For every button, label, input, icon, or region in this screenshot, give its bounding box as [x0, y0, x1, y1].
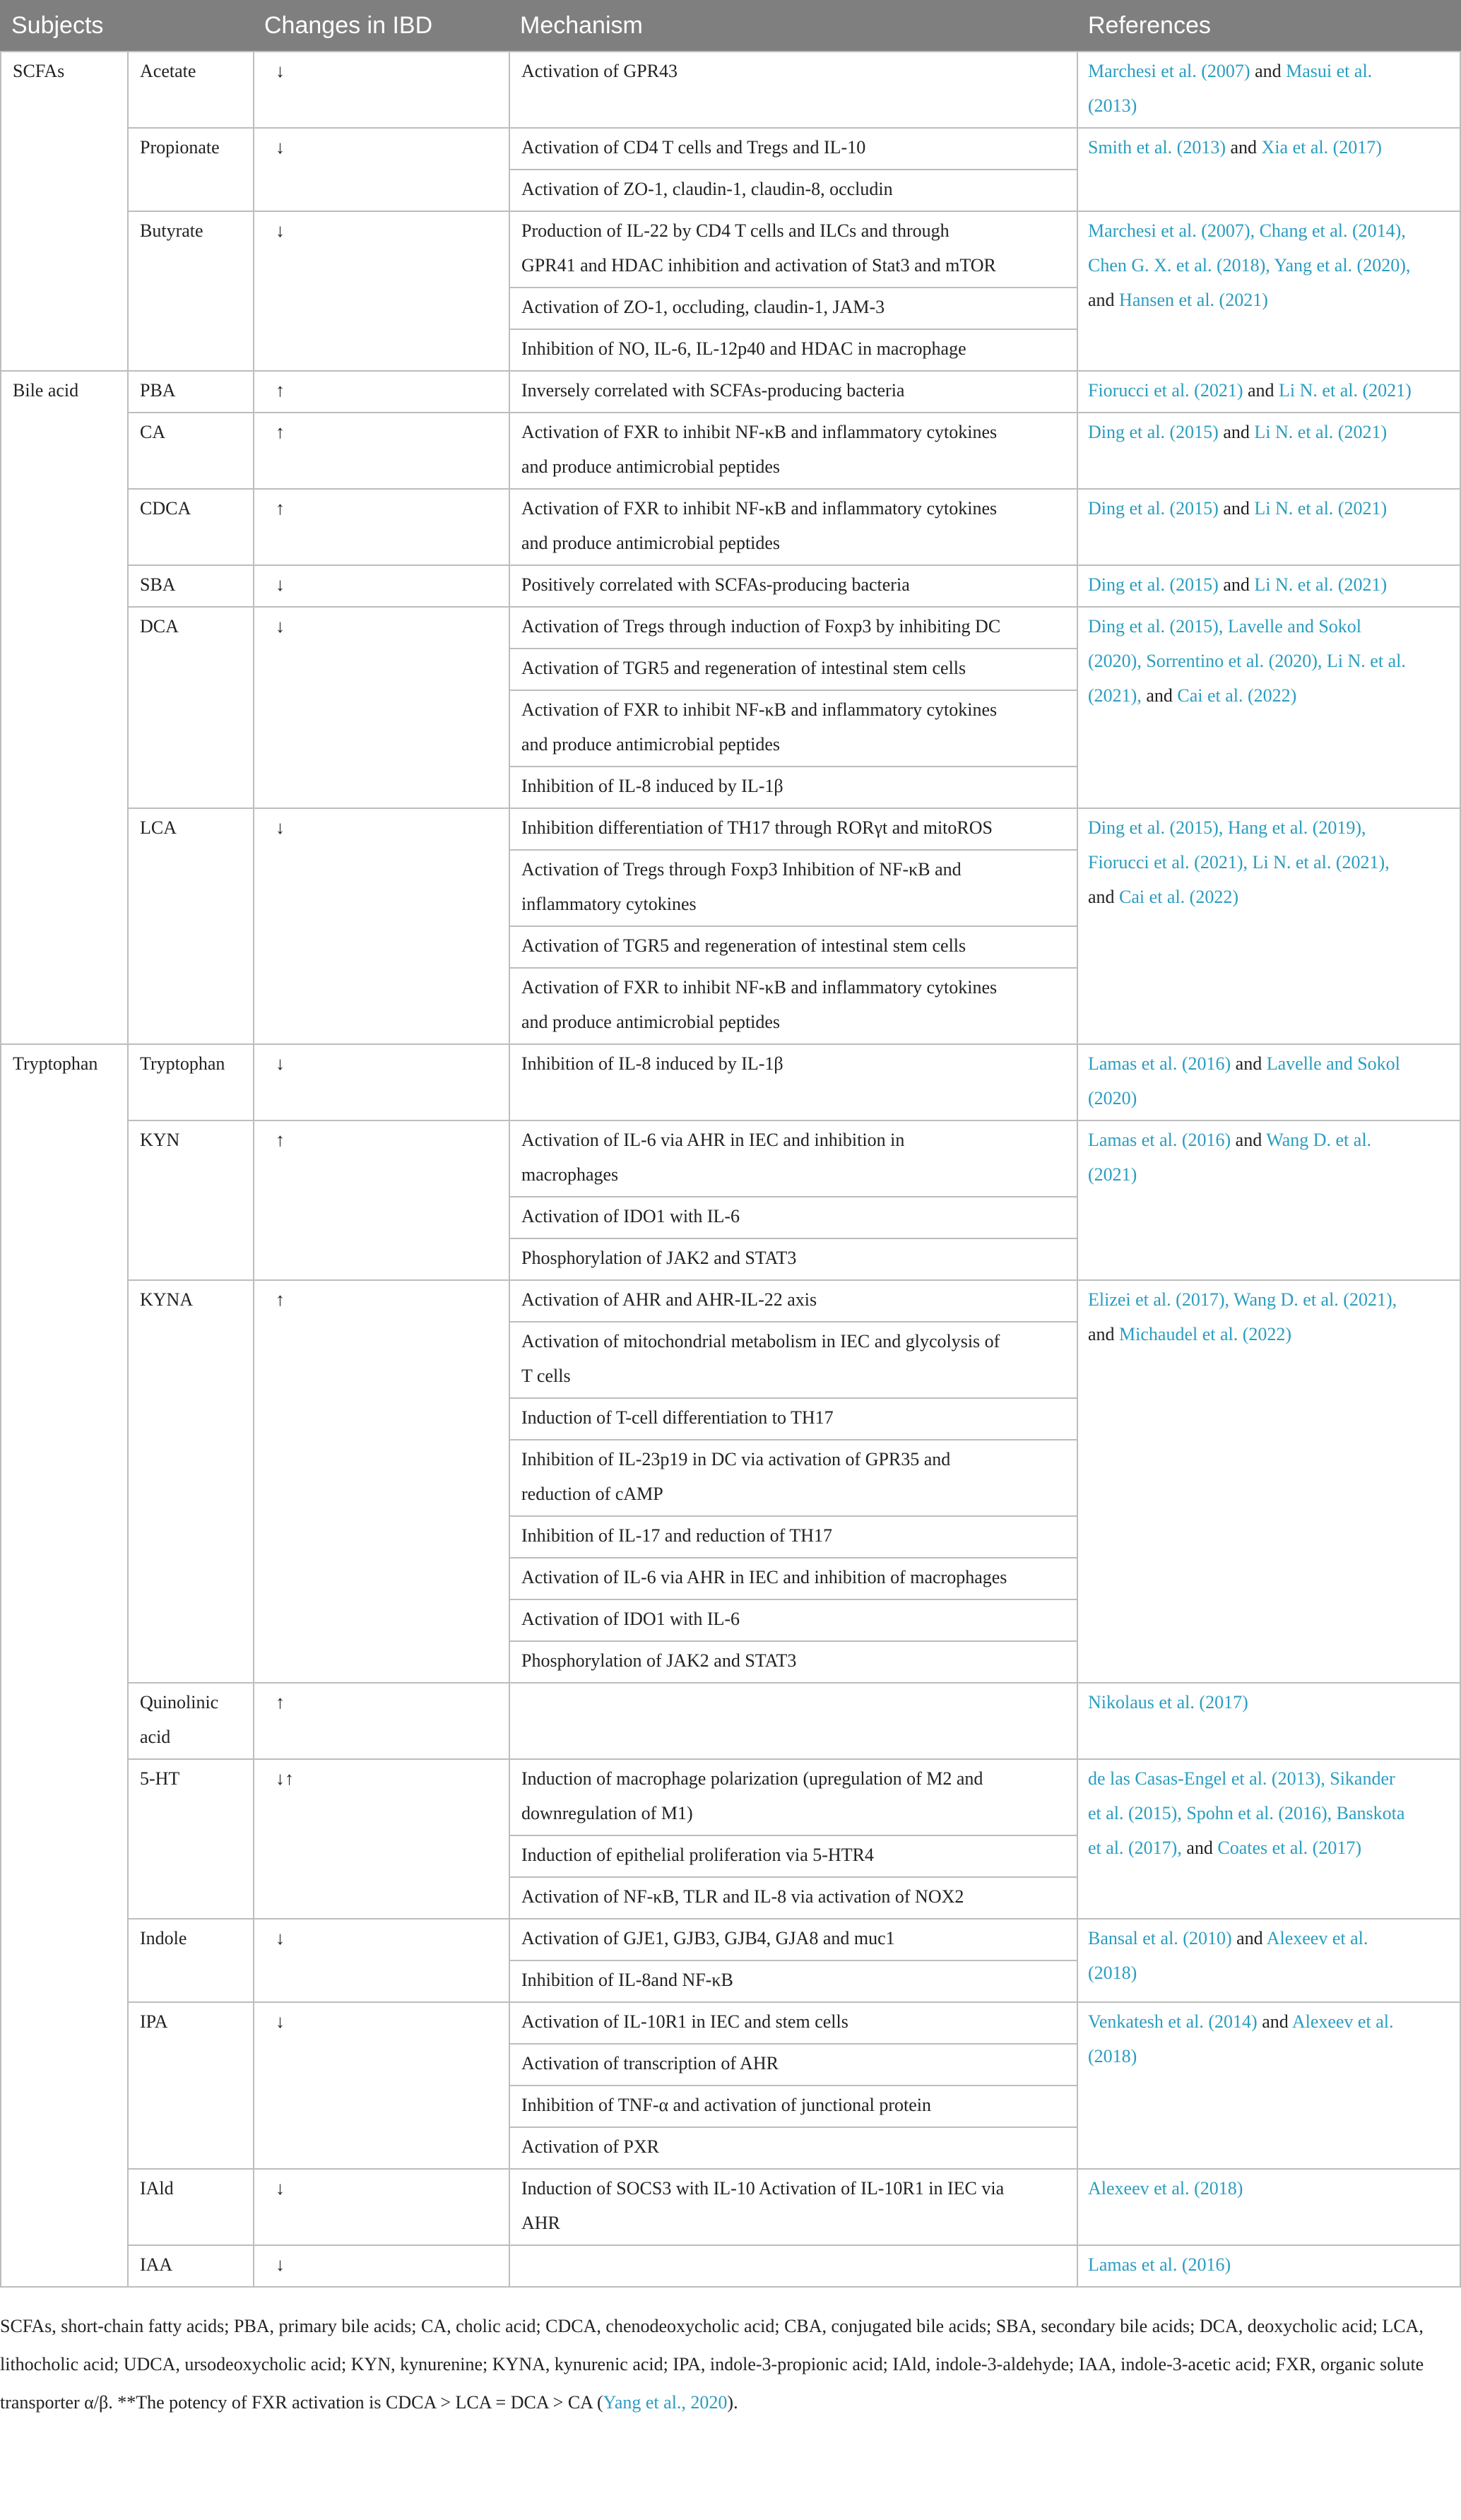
mechanism-line: Inhibition of IL-8 induced by IL-1β [521, 1053, 783, 1074]
reference-link[interactable]: Lamas et al. (2016) [1088, 2254, 1231, 2275]
row-divider [127, 1120, 1461, 1121]
reference-line [1088, 248, 1410, 283]
subject-cell: IAA [140, 2254, 173, 2275]
reference-line [1088, 130, 1382, 165]
mechanism-line: Activation of mitochondrial metabolism in IEC and glycolysis of [521, 1331, 1000, 1351]
mechanism-line: Inhibition differentiation of TH17 through RORγt and mitoROS [521, 817, 993, 838]
mechanism-line: Positively correlated with SCFAs-producing bacteria [521, 574, 910, 595]
reference-line [1088, 1830, 1361, 1865]
change-indicator: ↓ [276, 1053, 285, 1074]
row-divider [127, 2244, 1461, 2246]
reference-link[interactable]: Alexeev et al. [1266, 1928, 1368, 1948]
group-label: Tryptophan [13, 1053, 98, 1074]
mechanism-line: GPR41 and HDAC inhibition and activation of Stat3 and mTOR [521, 255, 996, 276]
mechanism-line: inflammatory cytokines [521, 894, 697, 914]
mechanism-line: Inhibition of TNF-α and activation of junctional protein [521, 2095, 931, 2115]
reference-link[interactable]: Alexeev et al. [1291, 2011, 1394, 2032]
reference-text: and [1218, 574, 1255, 595]
reference-text: and [1231, 1928, 1267, 1948]
row-divider [509, 1876, 1077, 1878]
row-divider [509, 329, 1077, 330]
change-indicator: ↓ [276, 2011, 285, 2032]
mechanism-line: and produce antimicrobial peptides [521, 734, 781, 755]
subject-cell: KYN [140, 1130, 180, 1150]
reference-line [1088, 415, 1387, 449]
reference-link[interactable]: Li N. et al. (2021) [1254, 574, 1388, 595]
subject-cell: DCA [140, 616, 179, 637]
reference-line [1088, 1081, 1137, 1116]
row-divider [509, 1557, 1077, 1558]
footnote-text: SCFAs, short-chain fatty acids; PBA, primary bile acids; CA, cholic acid; CDCA, chenodeoxycholic acid; CBA, conjugated bile acids; SBA, secondary bile acids; DCA, deoxycholic acid; LCA, [0, 2316, 1424, 2336]
row-divider [509, 2043, 1077, 2045]
mechanism-line: Induction of SOCS3 with IL-10 Activation of IL-10R1 in IEC via [521, 2178, 1005, 2199]
subject-cell: CA [140, 422, 166, 442]
reference-text: and [1231, 1053, 1267, 1074]
footnote-line [0, 2307, 1461, 2346]
reference-link[interactable]: Nikolaus et al. (2017) [1088, 1692, 1248, 1712]
column-divider [253, 51, 254, 2286]
reference-line [1088, 1123, 1371, 1157]
mechanism-line: Activation of NF-κB, TLR and IL-8 via activation of NOX2 [521, 1886, 964, 1907]
reference-line [1088, 2247, 1231, 2282]
reference-line [1088, 678, 1296, 713]
reference-link[interactable]: (2021), [1088, 685, 1142, 706]
row-divider [509, 1196, 1077, 1197]
reference-text: and [1088, 887, 1120, 907]
reference-link[interactable]: (2020), Sorrentino et al. (2020), Li N. et al. [1088, 651, 1406, 671]
reference-line [1088, 2004, 1393, 2039]
footnote-text: transporter α/β. **The potency of FXR activation is CDCA > LCA = DCA > CA ( [0, 2392, 603, 2413]
reference-link[interactable]: Smith et al. (2013) [1088, 137, 1226, 158]
change-indicator: ↓ [276, 616, 285, 637]
row-divider [509, 1238, 1077, 1239]
row-divider [509, 169, 1077, 170]
mechanism-line: downregulation of M1) [521, 1803, 693, 1823]
reference-line [1088, 1921, 1368, 1956]
change-indicator: ↑ [276, 1289, 285, 1310]
group-label: SCFAs [13, 61, 65, 81]
reference-link[interactable]: de las Casas-Engel et al. (2013), Sikander [1088, 1768, 1395, 1789]
reference-text: and [1088, 290, 1120, 310]
row-divider [127, 127, 1461, 129]
mechanism-line: Activation of IL-6 via AHR in IEC and inhibition of macrophages [521, 1567, 1007, 1587]
reference-link[interactable]: Wang D. et al. [1266, 1130, 1372, 1150]
change-indicator: ↑ [276, 498, 285, 519]
footnote-line [0, 2384, 1461, 2422]
row-divider [127, 2001, 1461, 2003]
mechanism-line: Activation of FXR to inhibit NF-κB and inflammatory cytokines [521, 422, 998, 442]
mechanism-line: Induction of epithelial proliferation via 5-HTR4 [521, 1845, 874, 1865]
mechanism-line: Activation of GPR43 [521, 61, 678, 81]
subject-cell: LCA [140, 817, 177, 838]
reference-line [1088, 1157, 1137, 1192]
reference-link[interactable]: Marchesi et al. (2007) [1088, 61, 1250, 81]
subject-cell: IPA [140, 2011, 168, 2032]
reference-link[interactable]: Venkatesh et al. (2014) [1088, 2011, 1258, 2032]
reference-link[interactable]: (2013) [1088, 95, 1137, 116]
subject-cell: Tryptophan [140, 1053, 225, 1074]
mechanism-line: Inhibition of IL-8 induced by IL-1β [521, 776, 783, 796]
reference-link[interactable]: Cai et al. (2022) [1119, 887, 1238, 907]
change-indicator: ↓ [276, 220, 285, 241]
row-divider [0, 2286, 1461, 2288]
reference-link[interactable]: Lamas et al. (2016) [1088, 1053, 1231, 1074]
reference-line [1088, 373, 1412, 408]
reference-link[interactable]: Alexeev et al. (2018) [1088, 2178, 1243, 2199]
subject-cell: Propionate [140, 137, 220, 158]
row-divider [509, 849, 1077, 851]
reference-link[interactable]: Hansen et al. (2021) [1119, 290, 1268, 310]
row-divider [127, 1758, 1461, 1760]
reference-link[interactable]: Xia et al. (2017) [1261, 137, 1382, 158]
reference-link[interactable]: Fiorucci et al. (2021) [1088, 380, 1243, 401]
reference-link[interactable]: Lavelle and Sokol [1266, 1053, 1400, 1074]
change-indicator: ↓↑ [276, 1768, 294, 1789]
reference-line [1088, 567, 1387, 602]
row-divider [509, 287, 1077, 288]
mechanism-line: Activation of GJE1, GJB3, GJB4, GJA8 and muc1 [521, 1928, 895, 1948]
reference-link[interactable]: Marchesi et al. (2007), Chang et al. (2014), [1088, 220, 1406, 241]
subject-cell: Indole [140, 1928, 187, 1948]
row-divider [127, 211, 1461, 212]
mechanism-line: and produce antimicrobial peptides [521, 1012, 781, 1032]
change-indicator: ↑ [276, 1692, 285, 1712]
mechanism-line: Activation of TGR5 and regeneration of intestinal stem cells [521, 658, 966, 678]
row-divider [509, 1599, 1077, 1600]
row-divider [127, 1918, 1461, 1919]
reference-link[interactable]: Masui et al. [1286, 61, 1373, 81]
mechanism-line: Activation of transcription of AHR [521, 2053, 779, 2074]
mechanism-line: Activation of ZO-1, claudin-1, claudin-8, occludin [521, 179, 893, 199]
reference-text: and [1231, 1130, 1267, 1150]
row-divider [127, 488, 1461, 490]
reference-line [1088, 2171, 1243, 2206]
reference-line [1088, 1685, 1248, 1720]
reference-line [1088, 88, 1137, 123]
reference-line [1088, 1317, 1291, 1351]
reference-link[interactable]: Li N. et al. (2021) [1279, 380, 1412, 401]
row-divider [127, 1279, 1461, 1281]
reference-text: and [1141, 685, 1178, 706]
header-references: References [1077, 0, 1461, 51]
mechanism-line: Inhibition of IL-8and NF-κB [521, 1970, 733, 1990]
table-footnote [0, 2307, 1461, 2422]
change-indicator: ↓ [276, 574, 285, 595]
reference-link[interactable]: Ding et al. (2015) [1088, 498, 1219, 519]
row-divider [0, 370, 1461, 372]
reference-link[interactable]: (2021) [1088, 1164, 1137, 1185]
reference-line [1088, 1761, 1395, 1796]
row-divider [127, 808, 1461, 809]
mechanism-line: Activation of FXR to inhibit NF-κB and inflammatory cytokines [521, 977, 998, 998]
reference-link[interactable]: Fiorucci et al. (2021), Li N. et al. (2021), [1088, 852, 1390, 872]
mechanism-line: Inhibition of IL-17 and reduction of TH17 [521, 1525, 832, 1546]
reference-link[interactable]: (2018) [1088, 1963, 1137, 1983]
reference-link[interactable]: Coates et al. (2017) [1217, 1838, 1361, 1858]
header-subjects: Subjects [0, 0, 253, 51]
mechanism-line: Activation of CD4 T cells and Tregs and IL-10 [521, 137, 866, 158]
reference-link[interactable]: Chen G. X. et al. (2018), Yang et al. (2020), [1088, 255, 1411, 276]
row-divider [127, 1682, 1461, 1684]
mechanism-line: Activation of TGR5 and regeneration of intestinal stem cells [521, 935, 966, 956]
column-divider [0, 51, 1, 2286]
change-indicator: ↓ [276, 1928, 285, 1948]
subject-cell: Quinolinic acid [140, 1692, 219, 1747]
row-divider [0, 51, 1461, 52]
mechanism-line: Phosphorylation of JAK2 and STAT3 [521, 1650, 797, 1671]
reference-text: and [1181, 1838, 1218, 1858]
footnote-text: ). [727, 2392, 738, 2413]
change-indicator: ↑ [276, 422, 285, 442]
mechanism-line: Production of IL-22 by CD4 T cells and ILCs and through [521, 220, 950, 241]
row-divider [509, 1321, 1077, 1323]
mechanism-line: and produce antimicrobial peptides [521, 456, 781, 477]
row-divider [127, 412, 1461, 413]
mechanism-line: and produce antimicrobial peptides [521, 533, 781, 553]
reference-link[interactable]: (2020) [1088, 1088, 1137, 1108]
group-label: Bile acid [13, 380, 79, 401]
subject-cell: SBA [140, 574, 176, 595]
mechanism-line: Activation of AHR and AHR-IL-22 axis [521, 1289, 817, 1310]
row-divider [127, 606, 1461, 608]
reference-link[interactable]: Bansal et al. (2010) [1088, 1928, 1232, 1948]
subject-cell: Butyrate [140, 220, 203, 241]
mechanism-line: Induction of T-cell differentiation to TH17 [521, 1407, 834, 1428]
reference-line [1088, 54, 1372, 88]
reference-link[interactable]: Li N. et al. (2021) [1254, 498, 1388, 519]
mechanism-line: Activation of ZO-1, occluding, claudin-1, JAM-3 [521, 297, 885, 317]
reference-text: and [1225, 137, 1262, 158]
reference-text: and [1088, 1324, 1120, 1344]
reference-line [1088, 810, 1366, 845]
column-divider [1077, 51, 1078, 2286]
mechanism-line: Activation of Tregs through induction of Foxp3 by inhibiting DC [521, 616, 1001, 637]
mechanism-line: Inhibition of NO, IL-6, IL-12p40 and HDAC in macrophage [521, 338, 966, 359]
reference-line [1088, 2039, 1137, 2074]
row-divider [509, 1640, 1077, 1642]
column-divider [509, 51, 510, 2286]
mechanism-line: Inversely correlated with SCFAs-producing bacteria [521, 380, 905, 401]
mechanism-line: Activation of FXR to inhibit NF-κB and inflammatory cytokines [521, 498, 998, 519]
row-divider [509, 2085, 1077, 2086]
reference-link[interactable]: Elizei et al. (2017), Wang D. et al. (2021), [1088, 1289, 1397, 1310]
reference-link[interactable]: Ding et al. (2015) [1088, 422, 1219, 442]
row-divider [509, 2126, 1077, 2128]
change-indicator: ↓ [276, 137, 285, 158]
row-divider [509, 766, 1077, 767]
reference-line [1088, 1282, 1397, 1317]
row-divider [509, 1515, 1077, 1517]
reference-text: and [1243, 380, 1279, 401]
header-changes: Changes in IBD [253, 0, 509, 51]
change-indicator: ↓ [276, 817, 285, 838]
reference-link[interactable]: Li N. et al. (2021) [1254, 422, 1388, 442]
change-indicator: ↓ [276, 2178, 285, 2199]
mechanism-line: reduction of cAMP [521, 1484, 663, 1504]
mechanism-line: Activation of IDO1 with IL-6 [521, 1609, 740, 1629]
mechanism-line: Activation of Tregs through Foxp3 Inhibition of NF-κB and [521, 859, 962, 880]
reference-line [1088, 213, 1406, 248]
reference-link[interactable]: Cai et al. (2022) [1177, 685, 1297, 706]
row-divider [509, 1397, 1077, 1399]
mechanism-line: AHR [521, 2213, 560, 2233]
mechanism-line: Inhibition of IL-23p19 in DC via activation of GPR35 and [521, 1449, 951, 1469]
subject-cell: Acetate [140, 61, 196, 81]
row-divider [0, 1043, 1461, 1045]
row-divider [509, 925, 1077, 927]
change-indicator: ↑ [276, 380, 285, 401]
change-indicator: ↓ [276, 2254, 285, 2275]
subject-cell: IAld [140, 2178, 174, 2199]
footnote-line [0, 2346, 1461, 2384]
row-divider [509, 690, 1077, 691]
reference-text: and [1257, 2011, 1292, 2032]
mechanism-line: Activation of IDO1 with IL-6 [521, 1206, 740, 1226]
mechanism-line: T cells [521, 1366, 571, 1386]
subject-cell: CDCA [140, 498, 191, 519]
reference-link[interactable]: Ding et al. (2015), Lavelle and Sokol [1088, 616, 1362, 637]
reference-line [1088, 491, 1387, 526]
change-indicator: ↑ [276, 1130, 285, 1150]
column-divider [127, 51, 129, 2286]
mechanism-line: Activation of FXR to inhibit NF-κB and inflammatory cytokines [521, 699, 998, 720]
header-mechanism: Mechanism [509, 0, 1077, 51]
reference-link[interactable]: Lamas et al. (2016) [1088, 1130, 1231, 1150]
reference-link[interactable]: Ding et al. (2015), Hang et al. (2019), [1088, 817, 1366, 838]
row-divider [509, 1835, 1077, 1836]
mechanism-line: Activation of PXR [521, 2136, 659, 2157]
reference-link[interactable]: Michaudel et al. (2022) [1119, 1324, 1292, 1344]
row-divider [127, 564, 1461, 566]
footnote-link[interactable]: Yang et al., 2020 [603, 2392, 728, 2413]
mechanism-line: Activation of IL-6 via AHR in IEC and inhibition in [521, 1130, 905, 1150]
reference-link[interactable]: Ding et al. (2015) [1088, 574, 1219, 595]
reference-link[interactable]: et al. (2015), Spohn et al. (2016), Banskota [1088, 1803, 1405, 1823]
reference-line [1088, 283, 1268, 317]
reference-link[interactable]: et al. (2017), [1088, 1838, 1182, 1858]
row-divider [509, 648, 1077, 649]
mechanism-line: Activation of IL-10R1 in IEC and stem cells [521, 2011, 848, 2032]
subject-cell: 5-HT [140, 1768, 180, 1789]
reference-line [1088, 644, 1406, 678]
reference-line [1088, 1796, 1404, 1830]
reference-line [1088, 609, 1361, 644]
mechanism-line: Phosphorylation of JAK2 and STAT3 [521, 1248, 797, 1268]
row-divider [509, 1960, 1077, 1961]
reference-line [1088, 1046, 1400, 1081]
reference-text: and [1218, 498, 1255, 519]
subject-cell: PBA [140, 380, 176, 401]
reference-line [1088, 845, 1390, 880]
mechanism-line: macrophages [521, 1164, 619, 1185]
reference-link[interactable]: (2018) [1088, 2046, 1137, 2066]
row-divider [509, 967, 1077, 969]
reference-text: and [1218, 422, 1255, 442]
change-indicator: ↓ [276, 61, 285, 81]
footnote-text: lithocholic acid; UDCA, ursodeoxycholic acid; KYN, kynurenine; KYNA, kynurenic acid; IPA, indole-3-propionic acid; IAld, indole-3-aldehyde; IAA, indole-3-acetic acid; FXR, organic solute [0, 2354, 1424, 2374]
row-divider [509, 1439, 1077, 1441]
reference-line [1088, 1956, 1137, 1990]
reference-line [1088, 880, 1238, 914]
row-divider [127, 2168, 1461, 2170]
subject-cell: KYNA [140, 1289, 194, 1310]
mechanism-line: Induction of macrophage polarization (upregulation of M2 and [521, 1768, 983, 1789]
reference-text: and [1250, 61, 1286, 81]
